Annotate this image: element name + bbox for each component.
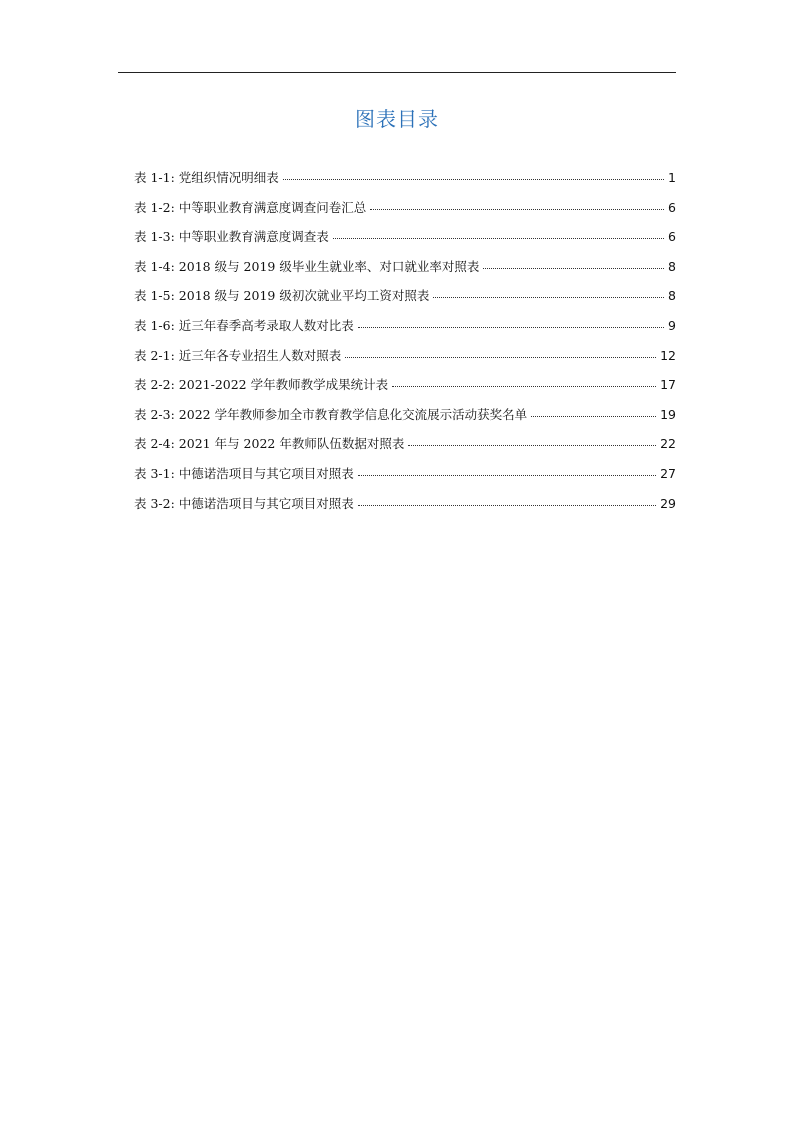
toc-entry-label: 表 1-2: 中等职业教育满意度调查问卷汇总 xyxy=(134,199,367,215)
dot-leader xyxy=(370,209,664,210)
toc-entry-page: 22 xyxy=(660,436,676,452)
toc-entry[interactable] xyxy=(134,227,676,257)
toc-entry-label: 表 1-3: 中等职业教育满意度调查表 xyxy=(134,229,329,245)
toc-entry[interactable] xyxy=(134,464,676,494)
toc-entry-page: 1 xyxy=(668,170,676,185)
toc-entry[interactable] xyxy=(134,286,676,316)
toc-entry[interactable] xyxy=(134,494,676,524)
toc-entry-page: 29 xyxy=(660,495,676,511)
dot-leader xyxy=(408,445,656,446)
toc-entry[interactable] xyxy=(134,168,676,198)
toc-entry-label: 表 2-2: 2021-2022 学年教师教学成果统计表 xyxy=(134,377,389,393)
toc-entry-label: 表 2-3: 2022 学年教师参加全市教育教学信息化交流展示活动获奖名单 xyxy=(134,406,528,422)
table-of-contents xyxy=(134,168,676,523)
toc-entry[interactable] xyxy=(134,346,676,376)
toc-entry-page: 27 xyxy=(660,465,676,481)
toc-entry[interactable] xyxy=(134,198,676,228)
toc-entry-label: 表 1-6: 近三年春季高考录取人数对比表 xyxy=(134,317,354,333)
dot-leader xyxy=(283,179,664,180)
toc-entry[interactable] xyxy=(134,375,676,405)
page-title: 图表目录 xyxy=(355,107,439,131)
toc-entry-page: 12 xyxy=(660,347,676,363)
toc-entry[interactable] xyxy=(134,405,676,435)
dot-leader xyxy=(358,475,656,476)
toc-entry-page: 17 xyxy=(660,377,676,393)
dot-leader xyxy=(358,327,664,328)
toc-entry[interactable] xyxy=(134,257,676,287)
header-rule xyxy=(118,72,676,73)
dot-leader xyxy=(345,357,656,358)
dot-leader xyxy=(333,238,664,239)
toc-entry-label: 表 3-1: 中德诺浩项目与其它项目对照表 xyxy=(134,465,354,481)
toc-entry-label: 表 1-5: 2018 级与 2019 级初次就业平均工资对照表 xyxy=(134,288,430,304)
toc-entry-label: 表 1-1: 党组织情况明细表 xyxy=(134,170,279,185)
toc-entry-page: 6 xyxy=(668,199,676,215)
dot-leader xyxy=(531,416,656,417)
toc-entry-page: 8 xyxy=(668,258,676,274)
toc-entry-label: 表 1-4: 2018 级与 2019 级毕业生就业率、对口就业率对照表 xyxy=(134,258,480,274)
toc-entry-label: 表 3-2: 中德诺浩项目与其它项目对照表 xyxy=(134,495,354,511)
toc-entry-label: 表 2-4: 2021 年与 2022 年教师队伍数据对照表 xyxy=(134,436,405,452)
toc-entry-page: 6 xyxy=(668,229,676,245)
dot-leader xyxy=(358,505,656,506)
toc-entry-page: 8 xyxy=(668,288,676,304)
dot-leader xyxy=(392,386,656,387)
toc-entry-page: 19 xyxy=(660,406,676,422)
toc-entry-label: 表 2-1: 近三年各专业招生人数对照表 xyxy=(134,347,342,363)
toc-entry[interactable] xyxy=(134,434,676,464)
toc-entry[interactable] xyxy=(134,316,676,346)
dot-leader xyxy=(433,297,664,298)
toc-entry-page: 9 xyxy=(668,317,676,333)
dot-leader xyxy=(483,268,664,269)
